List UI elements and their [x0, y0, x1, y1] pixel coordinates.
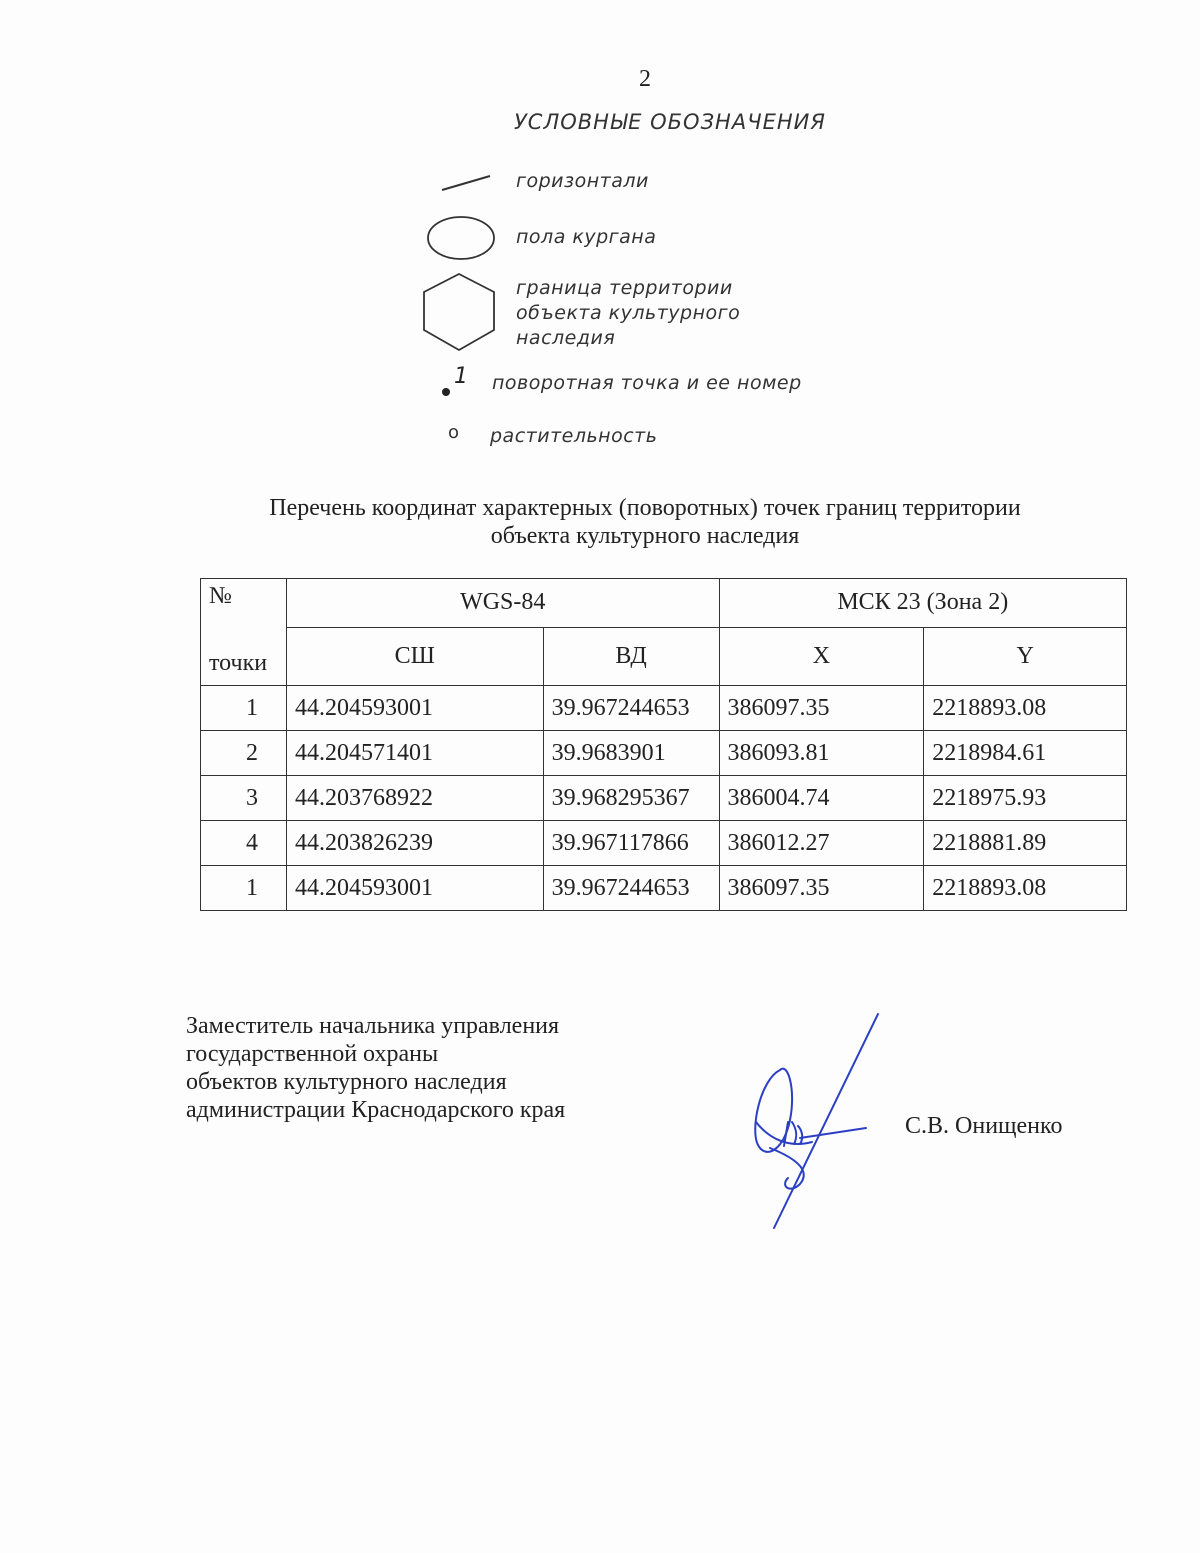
cell-longitude: 39.9683901 — [543, 731, 719, 776]
legend-label-turning-point: поворотная точка и ее номер — [492, 372, 802, 394]
cell-y: 2218893.08 — [924, 866, 1127, 911]
legend-label-contours: горизонтали — [516, 170, 649, 192]
legend-label-vegetation: растительность — [490, 425, 658, 447]
cell-longitude: 39.967117866 — [543, 821, 719, 866]
cell-x: 386004.74 — [719, 776, 924, 821]
signatory-title-line-2: государственной охраны — [186, 1041, 439, 1067]
header-wgs84: WGS-84 — [286, 579, 719, 628]
cell-longitude: 39.967244653 — [543, 866, 719, 911]
turning-point-dot — [442, 388, 450, 396]
signatory-title-line-4: администрации Краснодарского края — [186, 1097, 566, 1123]
handwritten-signature — [740, 1010, 880, 1235]
signatory-title-line-3: объектов культурного наследия — [186, 1069, 507, 1095]
cell-point-number: 3 — [201, 776, 287, 821]
signatory-title — [186, 1012, 565, 1124]
table-row — [201, 866, 1127, 911]
cell-y: 2218893.08 — [924, 686, 1127, 731]
coordinates-table — [200, 578, 1127, 911]
cell-point-number: 4 — [201, 821, 287, 866]
table-row — [201, 821, 1127, 866]
hexagon-boundary-icon — [418, 270, 500, 354]
header-latitude: СШ — [286, 627, 543, 686]
page-number: 2 — [639, 66, 651, 92]
legend-title: УСЛОВНЫЕ ОБОЗНАЧЕНИЯ — [514, 110, 826, 134]
signatory-title-line-1: Заместитель начальника управления — [186, 1013, 560, 1039]
cell-point-number: 2 — [201, 731, 287, 776]
legend-boundary-line-2: объекта культурного — [516, 302, 741, 324]
mound-ellipse-icon — [424, 213, 498, 263]
cell-x: 386097.35 — [719, 686, 924, 731]
table-row — [201, 686, 1127, 731]
turning-point-number: 1 — [454, 364, 468, 389]
legend-boundary-line-1: граница территории — [516, 277, 733, 299]
cell-y: 2218975.93 — [924, 776, 1127, 821]
cell-latitude: 44.204571401 — [286, 731, 543, 776]
table-caption — [180, 494, 1110, 550]
cell-y: 2218984.61 — [924, 731, 1127, 776]
cell-longitude: 39.968295367 — [543, 776, 719, 821]
turning-point-icon — [438, 364, 478, 404]
legend-boundary-line-3: наследия — [516, 327, 616, 349]
cell-x: 386097.35 — [719, 866, 924, 911]
cell-latitude: 44.203826239 — [286, 821, 543, 866]
header-longitude: ВД — [543, 627, 719, 686]
header-y: Y — [924, 627, 1127, 686]
table-header-row-1 — [201, 579, 1127, 628]
cell-y: 2218881.89 — [924, 821, 1127, 866]
legend-label-boundary — [516, 276, 740, 351]
legend-label-mound: пола кургана — [516, 226, 657, 248]
header-number-top: № — [201, 579, 287, 628]
cell-x: 386093.81 — [719, 731, 924, 776]
cell-point-number: 1 — [201, 866, 287, 911]
signatory-name: С.В. Онищенко — [905, 1113, 1063, 1139]
table-row — [201, 776, 1127, 821]
caption-line-2: объекта культурного наследия — [490, 523, 800, 549]
header-number-bottom: точки — [201, 627, 287, 686]
cell-point-number: 1 — [201, 686, 287, 731]
table-row — [201, 731, 1127, 776]
caption-line-1: Перечень координат характерных (поворотных) точек границ территории — [269, 495, 1021, 521]
cell-x: 386012.27 — [719, 821, 924, 866]
cell-latitude: 44.203768922 — [286, 776, 543, 821]
contour-line-icon — [438, 170, 498, 194]
table-header-row-2 — [201, 627, 1127, 686]
header-x: X — [719, 627, 924, 686]
cell-latitude: 44.204593001 — [286, 686, 543, 731]
cell-latitude: 44.204593001 — [286, 866, 543, 911]
vegetation-circle-icon: o — [448, 422, 460, 443]
header-msk23: МСК 23 (Зона 2) — [719, 579, 1126, 628]
cell-longitude: 39.967244653 — [543, 686, 719, 731]
